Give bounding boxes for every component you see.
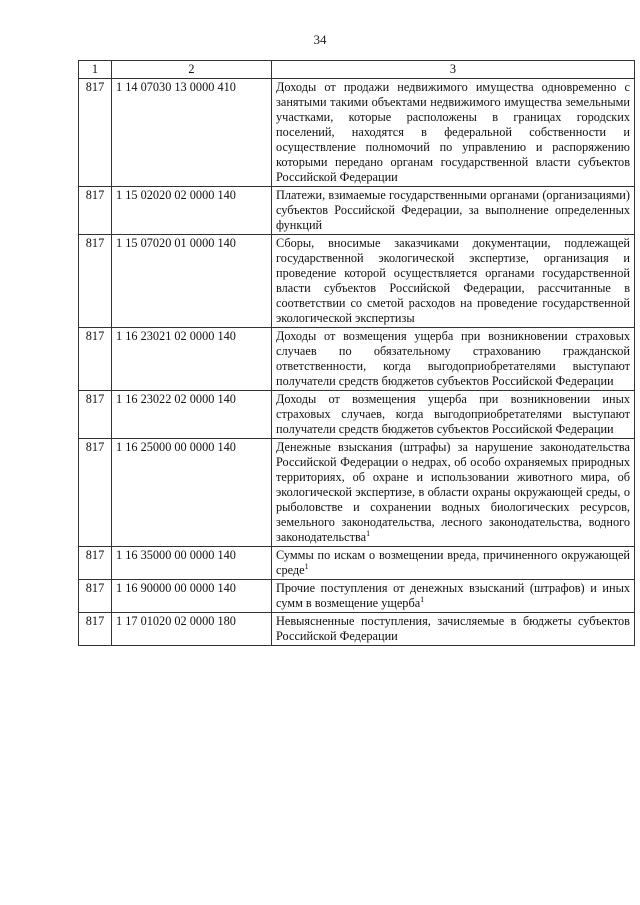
- header-col-3: 3: [272, 61, 635, 79]
- table-row: [79, 580, 635, 613]
- admin-code: 817: [79, 79, 112, 187]
- table-row: [79, 187, 635, 235]
- admin-code: 817: [79, 439, 112, 547]
- revenue-description: [272, 187, 635, 235]
- revenue-description: [272, 439, 635, 547]
- revenue-description: [272, 328, 635, 391]
- footnote-mark: 1: [420, 594, 425, 604]
- table-header-row: [79, 61, 635, 79]
- table-row: [79, 547, 635, 580]
- revenue-code: 1 16 35000 00 0000 140: [112, 547, 272, 580]
- description-text: Невыясненные поступления, зачисляемые в бюджеты субъектов Российской Федерации: [276, 614, 630, 643]
- admin-code: 817: [79, 547, 112, 580]
- table-row: [79, 391, 635, 439]
- table-row: [79, 613, 635, 646]
- description-text: Сборы, вносимые заказчиками документации, подлежащей государственной экологической экспертизе, организация и проведение которой осуществляется органами государственной власти субъектов Российской Федерации, рассчитанные в соответствии со сметой расходов на проведение государственной экологической экспертизы: [276, 236, 630, 325]
- description-text: Платежи, взимаемые государственными органами (организациями) субъектов Российской Федерации, за выполнение определенных функций: [276, 188, 630, 232]
- revenue-code: 1 14 07030 13 0000 410: [112, 79, 272, 187]
- description-text: Доходы от продажи недвижимого имущества одновременно с занятыми такими объектами недвижимого имущества земельными участками, которые расположены в границах городских поселений, находятся в федеральной собственности и осуществление полномочий по управлению и распоряжению которыми передано органам государственной власти субъектов Российской Федерации: [276, 80, 630, 184]
- revenue-code: 1 16 25000 00 0000 140: [112, 439, 272, 547]
- header-col-2: 2: [112, 61, 272, 79]
- revenue-code: 1 15 07020 01 0000 140: [112, 235, 272, 328]
- revenue-description: [272, 613, 635, 646]
- revenue-codes-table: [78, 60, 635, 646]
- revenue-description: [272, 547, 635, 580]
- admin-code: 817: [79, 580, 112, 613]
- footnote-mark: 1: [304, 561, 309, 571]
- revenue-code: 1 16 23022 02 0000 140: [112, 391, 272, 439]
- table-row: [79, 439, 635, 547]
- admin-code: 817: [79, 328, 112, 391]
- description-text: Доходы от возмещения ущерба при возникновении страховых случаев по обязательному страхованию гражданской ответственности, когда выгодоприобретателями выступают получатели средств бюджетов субъектов Российской Федерации: [276, 329, 630, 388]
- admin-code: 817: [79, 613, 112, 646]
- admin-code: 817: [79, 235, 112, 328]
- table-row: [79, 328, 635, 391]
- description-text: Прочие поступления от денежных взысканий (штрафов) и иных сумм в возмещение ущерба: [276, 581, 630, 610]
- revenue-description: [272, 580, 635, 613]
- revenue-description: [272, 235, 635, 328]
- admin-code: 817: [79, 187, 112, 235]
- footnote-mark: 1: [366, 528, 371, 538]
- page-number: 34: [313, 32, 327, 47]
- revenue-description: [272, 79, 635, 187]
- admin-code: 817: [79, 391, 112, 439]
- header-col-1: 1: [79, 61, 112, 79]
- revenue-code: 1 16 23021 02 0000 140: [112, 328, 272, 391]
- revenue-code: 1 15 02020 02 0000 140: [112, 187, 272, 235]
- revenue-description: [272, 391, 635, 439]
- description-text: Денежные взыскания (штрафы) за нарушение законодательства Российской Федерации о недрах, об особо охраняемых природных территориях, об охране и использовании животного мира, об экологической экспертизе, в области охраны окружающей среды, о рыболовстве и сохранении водных биологических ресурсов, земельного законодательства, лесного законодательства, водного законодательства: [276, 440, 630, 544]
- revenue-code: 1 16 90000 00 0000 140: [112, 580, 272, 613]
- table-row: [79, 79, 635, 187]
- revenue-code: 1 17 01020 02 0000 180: [112, 613, 272, 646]
- description-text: Суммы по искам о возмещении вреда, причиненного окружающей среде: [276, 548, 630, 577]
- description-text: Доходы от возмещения ущерба при возникновении иных страховых случаев, когда выгодоприобретателями выступают получатели средств бюджетов субъектов Российской Федерации: [276, 392, 630, 436]
- table-row: [79, 235, 635, 328]
